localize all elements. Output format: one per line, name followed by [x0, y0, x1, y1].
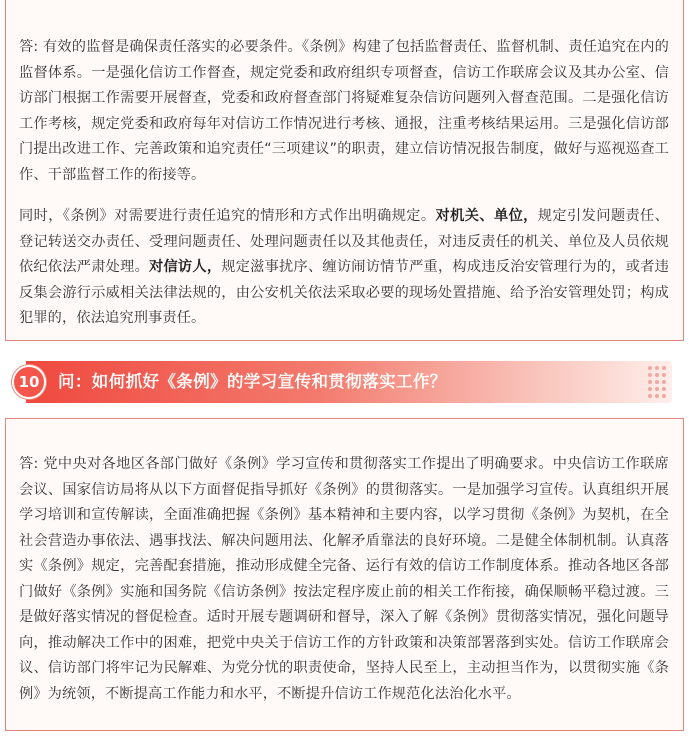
- paragraph-text: 同时，《条例》对需要进行责任追究的情形和方式作出明确规定。: [19, 208, 436, 224]
- paragraph-text: 答: 有效的监督是确保责任落实的必要条件。《条例》构建了包括监督责任、监督机制、责任追究在内的监督体系。一是强化信访工作督查，规定党委和政府组织专项督查，信访工作联席会议及其办公室、信访部门根据工作需要开展督查，党委和政府督查部门将疑难复杂信访问题列入督查范围。二是强化信访工作考核，规定党委和政府每年对信访工作情况进行考核、通报，注重考核结果运用。三是强化信访部门提出改进工作、完善政策和追究责任“三项建议”的职责，建立信访情况报告制度，做好与巡视巡查工作、干部监督工作的衔接等。: [19, 39, 669, 183]
- question-number-badge: 10: [12, 365, 46, 399]
- paragraph-text: 规定引发问题责任、登记转送交办责任、受理问题责任、处理问题责任以及其他责任，对违反责任的机关、单位及人员依规依纪依法严肃处理。: [19, 208, 669, 275]
- answer-paragraph-implementation: [6, 452, 683, 707]
- bold-lead-text: 对机关、单位，: [435, 208, 538, 224]
- dot-grid-decoration-icon: [648, 366, 666, 398]
- paragraph-text: 答: 党中央对各地区各部门做好《条例》学习宣传和贯彻落实工作提出了明确要求。中央信访工作联席会议、国家信访局将从以下方面督促指导抓好《条例》的贯彻落实。一是加强学习宣传。认真组织开展学习培训和宣传解读，全面准确把握《条例》基本精神和主要内容，以学习贯彻《条例》为契机，在全社会营造办事依法、遇事找法、解决问题用法、化解矛盾靠法的良好环境。二是健全体制机制。认真落实《条例》规定，完善配套措施，推动形成健全完备、运行有效的信访工作制度体系。推动各地区各部门做好《条例》实施和国务院《信访条例》按法定程序废止前的相关工作衔接，确保顺畅平稳过渡。三是做好落实情况的督促检查。适时开展专题调研和督导，深入了解《条例》贯彻落实情况，强化问题导向，推动解决工作中的困难，把党中央关于信访工作的方针政策和决策部署落到实处。信访工作联席会议、信访部门将牢记为民解难、为党分忧的职责使命，坚持人民至上，主动担当作为，以贯彻实施《条例》为统领，不断提高工作能力和水平，不断提升信访工作规范化法治化水平。: [19, 456, 669, 702]
- bold-lead-text: 对信访人，: [149, 259, 222, 275]
- answer-box-9: [5, 0, 684, 341]
- answer-paragraph-accountability: [6, 204, 683, 332]
- question-title: 问：如何抓好《条例》的学习宣传和贯彻落实工作？: [58, 372, 447, 391]
- paragraph-text: 规定滋事扰序、缠访闹访情节严重，构成违反治安管理行为的，或者违反集会游行示威相关法律法规的，由公安机关依法采取必要的现场处置措施、给予治安管理处罚；构成犯罪的，依法追究刑事责任。: [19, 259, 669, 326]
- answer-box-10: [5, 418, 684, 731]
- question-header: [12, 361, 672, 403]
- answer-paragraph-supervision: [6, 35, 683, 188]
